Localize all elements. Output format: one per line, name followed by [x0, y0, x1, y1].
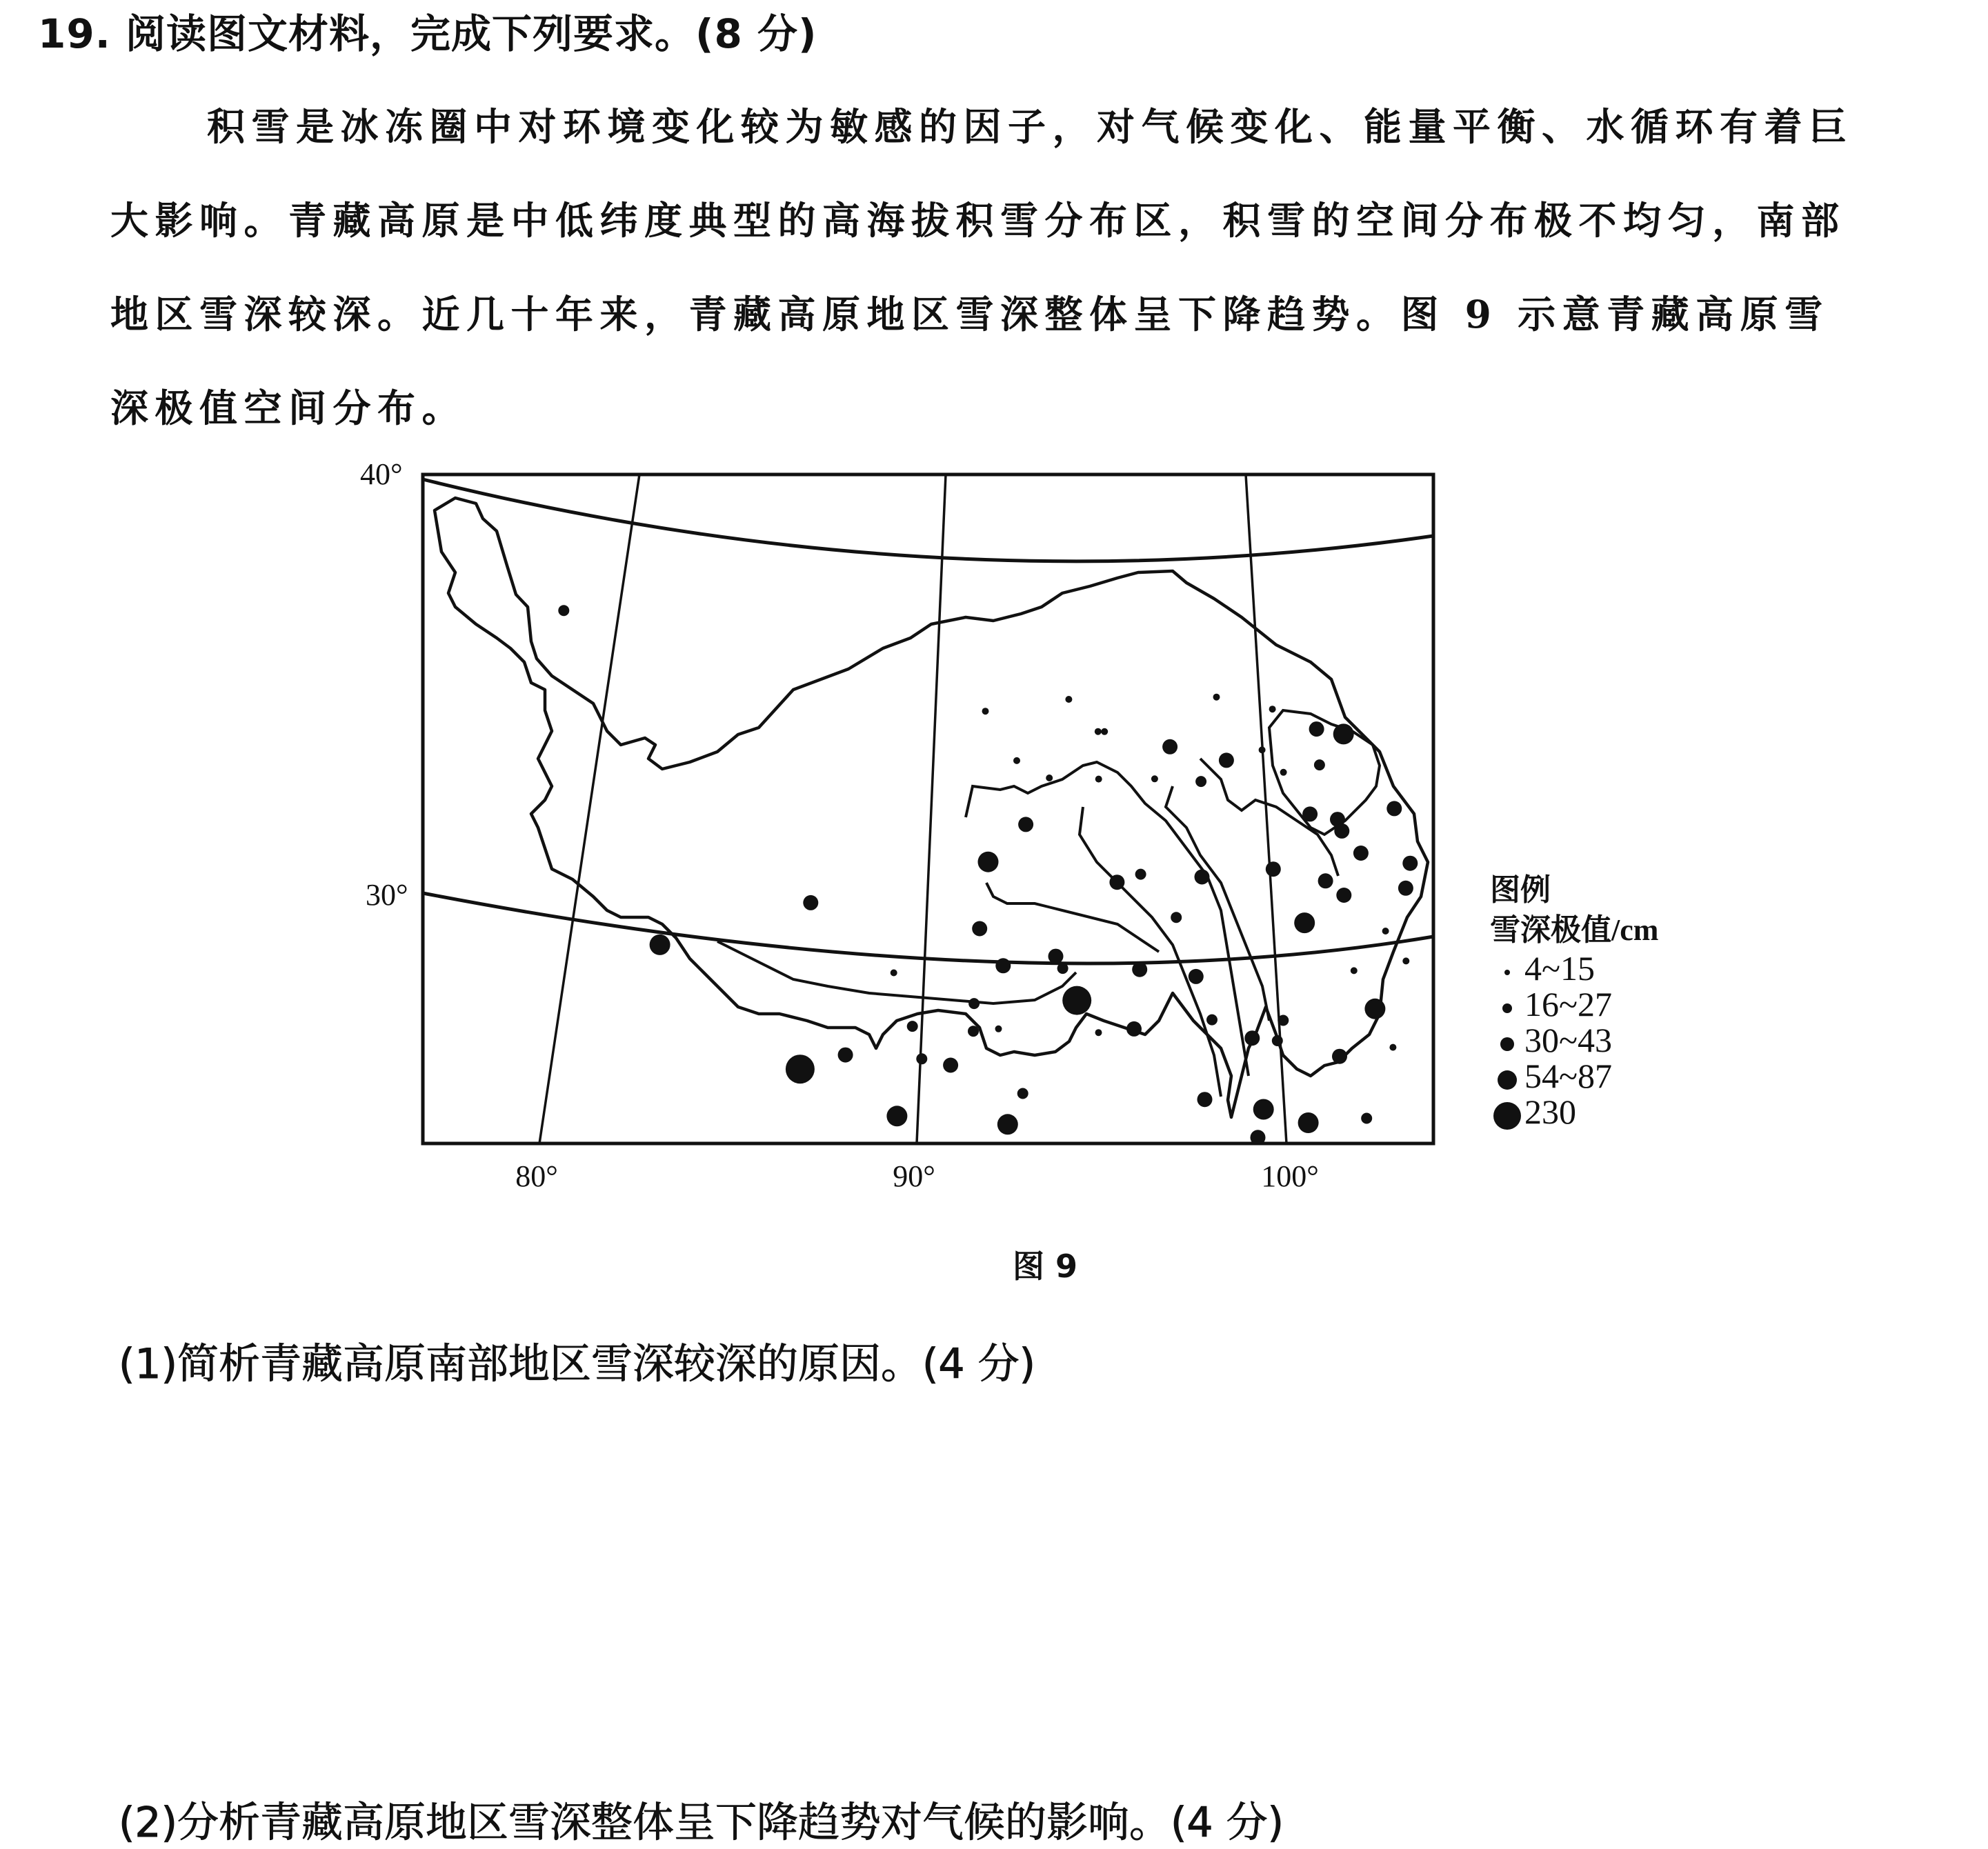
legend-label: 230 — [1524, 1092, 1576, 1131]
station-dot — [1272, 1035, 1283, 1046]
legend-label: 54~87 — [1524, 1057, 1613, 1095]
station-dot — [1302, 806, 1318, 821]
station-dot — [1013, 757, 1020, 764]
station-dots — [558, 605, 1418, 1145]
station-dot — [1269, 706, 1276, 712]
station-dot — [907, 1021, 918, 1032]
station-dot — [1278, 1015, 1289, 1026]
station-dot — [1171, 912, 1182, 923]
station-dot — [1062, 986, 1091, 1015]
legend-item — [1490, 986, 1658, 1022]
legend-dot-icon — [1493, 1102, 1521, 1130]
station-dot — [1213, 694, 1220, 701]
station-dot — [1398, 881, 1413, 896]
station-dot — [1251, 1130, 1266, 1145]
station-dot — [1364, 999, 1385, 1019]
station-dot — [1126, 1021, 1142, 1037]
question-title: 19. 阅读图文材料，完成下列要求。(8 分) — [38, 10, 817, 57]
station-dot — [968, 998, 980, 1009]
station-dot — [1309, 721, 1324, 737]
paragraph-line-4: 深极值空间分布。 — [110, 386, 467, 430]
station-dot — [1195, 870, 1210, 885]
station-dot — [1351, 967, 1358, 974]
station-dot — [1135, 869, 1146, 880]
sub-question-2: (2)分析青藏高原地区雪深整体呈下降趋势对气候的影响。(4 分) — [119, 1799, 1284, 1847]
station-dot — [1046, 774, 1053, 781]
meridian-90 — [917, 474, 946, 1143]
legend-label: 16~27 — [1524, 985, 1613, 1023]
station-dot — [1095, 728, 1102, 735]
station-dot — [968, 1026, 979, 1037]
station-dot — [1065, 696, 1072, 703]
station-dot — [1109, 874, 1124, 890]
station-dot — [1219, 752, 1234, 768]
sub-question-1: (1)简析青藏高原南部地区雪深较深的原因。(4 分) — [119, 1340, 1036, 1388]
paragraph-line-3: 地区雪深较深。近几十年来，青藏高原地区雪深整体呈下降趋势。图 9 示意青藏高原雪 — [110, 292, 1829, 337]
station-dot — [838, 1048, 853, 1063]
station-dot — [1057, 963, 1068, 974]
station-dot — [803, 895, 818, 910]
station-dot — [1132, 962, 1147, 977]
lon-label-80: 80° — [515, 1159, 558, 1193]
station-dot — [1294, 912, 1315, 933]
station-dot — [997, 1114, 1018, 1135]
meridian-80 — [539, 474, 639, 1143]
station-dot — [1162, 739, 1177, 754]
station-dot — [1195, 776, 1206, 787]
paragraph-line-2: 大影响。青藏高原是中低纬度典型的高海拔积雪分布区，积雪的空间分布极不均匀，南部 — [110, 198, 1846, 243]
station-dot — [891, 970, 897, 977]
station-dot — [972, 921, 987, 937]
lon-label-90: 90° — [893, 1159, 935, 1193]
station-dot — [558, 605, 569, 616]
station-dot — [1253, 1099, 1274, 1120]
station-dot — [1048, 949, 1064, 964]
legend-label: 30~43 — [1524, 1021, 1613, 1059]
station-dot — [1151, 775, 1158, 782]
legend-item — [1490, 1022, 1658, 1058]
station-dot — [1259, 746, 1266, 753]
parallel-40 — [423, 479, 1433, 561]
station-dot — [886, 1106, 907, 1126]
station-dot — [1332, 1049, 1347, 1064]
station-dot — [1402, 957, 1409, 964]
map-legend — [1490, 870, 1658, 1130]
station-dot — [650, 935, 670, 955]
station-dot — [1197, 1092, 1213, 1107]
station-dot — [1189, 969, 1204, 984]
station-dot — [1244, 1030, 1260, 1046]
paragraph-line-1: 积雪是冰冻圈中对环境变化较为敏感的因子，对气候变化、能量平衡、水循环有着巨 — [207, 104, 1853, 149]
lon-label-100: 100° — [1261, 1159, 1319, 1193]
station-dot — [1389, 1044, 1396, 1051]
station-dot — [1386, 801, 1402, 816]
station-dot — [1101, 728, 1108, 735]
legend-label: 4~15 — [1524, 949, 1596, 988]
station-dot — [1206, 1015, 1217, 1026]
station-dot — [1018, 817, 1033, 832]
station-dot — [978, 852, 999, 872]
legend-dot-icon — [1502, 1003, 1512, 1013]
legend-item — [1490, 1094, 1658, 1130]
station-dot — [1382, 928, 1389, 935]
station-dot — [1402, 856, 1418, 871]
station-dot — [982, 708, 989, 714]
station-dot — [786, 1055, 815, 1083]
station-dot — [916, 1053, 927, 1064]
legend-dot-icon — [1498, 1070, 1517, 1090]
station-dot — [995, 1026, 1002, 1032]
legend-unit: 雪深极值/cm — [1490, 913, 1659, 947]
station-dot — [1361, 1113, 1372, 1124]
station-dot — [1336, 888, 1351, 903]
station-dot — [1266, 861, 1281, 877]
station-dot — [995, 958, 1011, 973]
station-dot — [1334, 823, 1349, 839]
legend-dot-icon — [1500, 1037, 1514, 1051]
station-dot — [1318, 873, 1333, 888]
legend-item — [1490, 1058, 1658, 1094]
station-dot — [1333, 723, 1354, 744]
station-dot — [943, 1058, 958, 1073]
station-dot — [1095, 1029, 1102, 1036]
legend-dot-icon — [1504, 970, 1510, 975]
station-dot — [1280, 769, 1287, 776]
station-dot — [1017, 1088, 1028, 1099]
figure-caption: 图 9 — [1013, 1248, 1078, 1285]
station-dot — [1298, 1112, 1319, 1133]
lat-label-40: 40° — [360, 457, 403, 491]
station-dot — [1314, 759, 1325, 770]
station-dot — [1095, 776, 1102, 783]
central-range — [986, 883, 1159, 952]
river-2 — [1080, 807, 1221, 1097]
lat-label-30: 30° — [366, 878, 408, 912]
station-dot — [1353, 846, 1369, 861]
legend-item — [1490, 950, 1658, 986]
legend-title: 图例 — [1490, 873, 1551, 907]
